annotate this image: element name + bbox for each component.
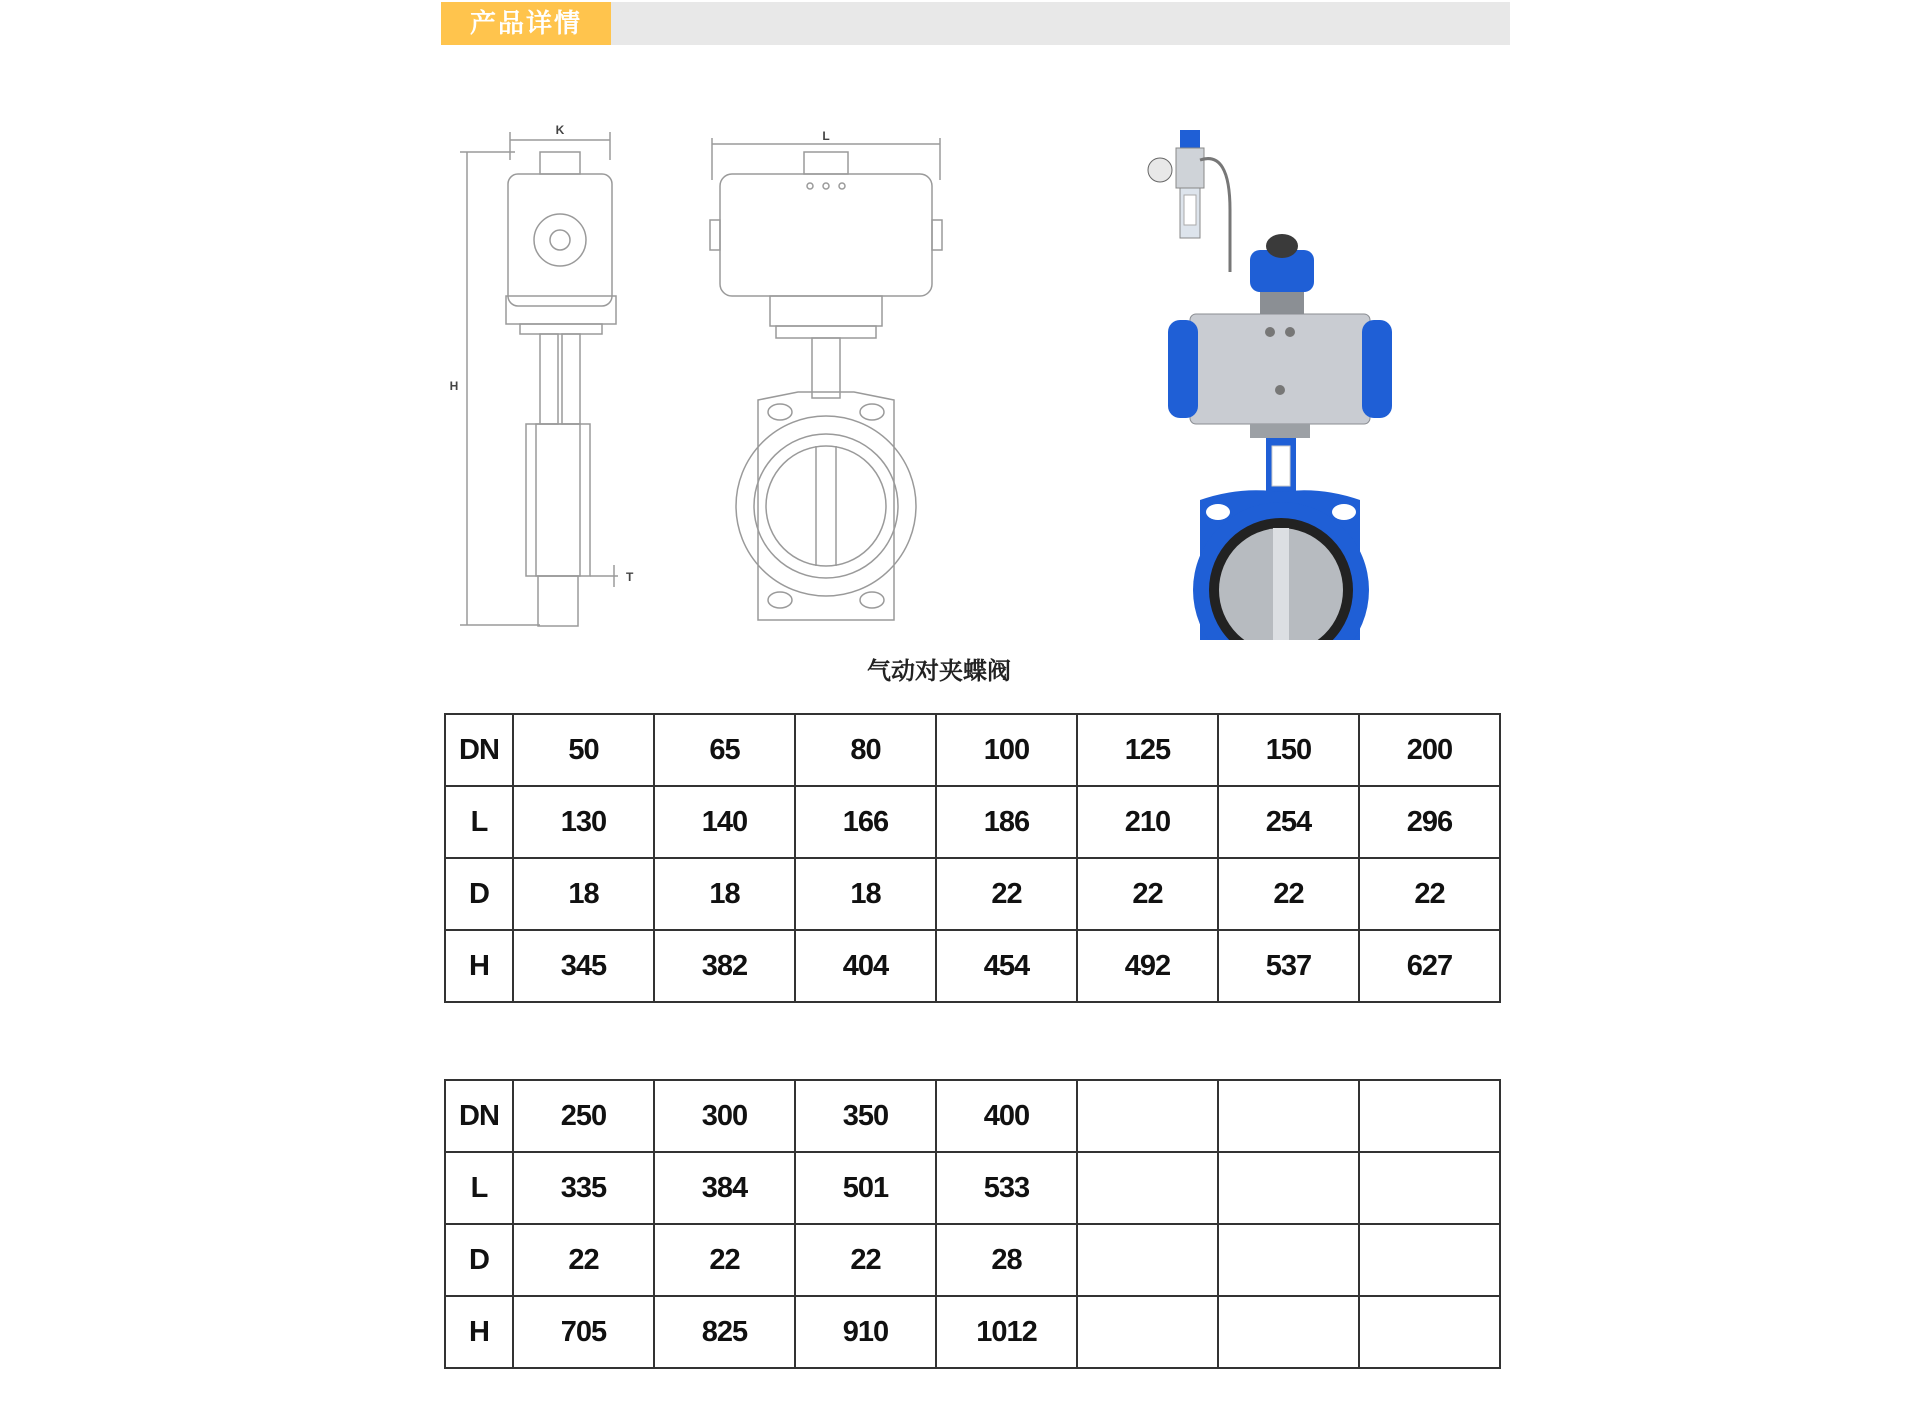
table-cell: 18 [795, 858, 936, 930]
valve-photo [1148, 130, 1392, 640]
table-cell: D [445, 858, 513, 930]
table-cell: H [445, 930, 513, 1002]
table-cell: 22 [513, 1224, 654, 1296]
table-cell: 22 [1359, 858, 1500, 930]
filter-regulator [1176, 148, 1204, 188]
table-cell: 350 [795, 1080, 936, 1152]
table-cell [1359, 1152, 1500, 1224]
pressure-gauge-icon [1148, 158, 1172, 182]
table-cell: 345 [513, 930, 654, 1002]
dimension-table-2 [444, 1079, 1501, 1369]
section-header-bar [441, 2, 1510, 45]
table-cell [1218, 1152, 1359, 1224]
table-cell: 200 [1359, 714, 1500, 786]
table-row [445, 930, 1500, 1002]
table-cell [1077, 1224, 1218, 1296]
table-cell [1077, 1296, 1218, 1368]
table-cell: 404 [795, 930, 936, 1002]
front-view-drawing [710, 138, 942, 620]
dimension-label-l: L [822, 129, 830, 143]
table-cell: 100 [936, 714, 1077, 786]
table-cell: 18 [654, 858, 795, 930]
table-cell: 22 [795, 1224, 936, 1296]
table-cell: 150 [1218, 714, 1359, 786]
table-cell: 130 [513, 786, 654, 858]
table-cell: 825 [654, 1296, 795, 1368]
table-row [445, 1224, 1500, 1296]
side-view-drawing [460, 132, 618, 626]
table-cell: 22 [1218, 858, 1359, 930]
dimension-table-1 [444, 713, 1501, 1003]
table-cell: 254 [1218, 786, 1359, 858]
table-cell: 125 [1077, 714, 1218, 786]
table-cell [1077, 1152, 1218, 1224]
table-cell: L [445, 1152, 513, 1224]
table-cell: 705 [513, 1296, 654, 1368]
dimension-label-t: T [626, 570, 634, 584]
table-cell: 28 [936, 1224, 1077, 1296]
table-cell: 50 [513, 714, 654, 786]
table-cell: 501 [795, 1152, 936, 1224]
table-cell: 384 [654, 1152, 795, 1224]
table-cell: H [445, 1296, 513, 1368]
table-cell: 65 [654, 714, 795, 786]
table-cell: DN [445, 1080, 513, 1152]
figure-caption: 气动对夹蝶阀 [867, 658, 1011, 685]
table-cell: 627 [1359, 930, 1500, 1002]
table-cell: 166 [795, 786, 936, 858]
table-cell: 296 [1359, 786, 1500, 858]
table-cell: 250 [513, 1080, 654, 1152]
table-cell: 22 [1077, 858, 1218, 930]
table-cell: 335 [513, 1152, 654, 1224]
table-cell: 454 [936, 930, 1077, 1002]
table-row [445, 714, 1500, 786]
table-cell [1359, 1224, 1500, 1296]
table-cell: 1012 [936, 1296, 1077, 1368]
table-cell: D [445, 1224, 513, 1296]
pneumatic-actuator [1190, 314, 1370, 424]
valve-drawings [440, 100, 1520, 640]
table-cell: DN [445, 714, 513, 786]
dimension-label-h: H [449, 379, 459, 393]
table-row [445, 858, 1500, 930]
table-cell: 80 [795, 714, 936, 786]
table-row [445, 1080, 1500, 1152]
table-cell: 210 [1077, 786, 1218, 858]
table-cell: 533 [936, 1152, 1077, 1224]
valve-figure [440, 100, 1520, 640]
table-cell [1218, 1224, 1359, 1296]
table-cell: 492 [1077, 930, 1218, 1002]
table-cell [1218, 1296, 1359, 1368]
table-cell: 186 [936, 786, 1077, 858]
table-cell: L [445, 786, 513, 858]
table-row [445, 1296, 1500, 1368]
table-cell: 537 [1218, 930, 1359, 1002]
table-cell: 22 [936, 858, 1077, 930]
table-cell [1359, 1080, 1500, 1152]
table-cell: 400 [936, 1080, 1077, 1152]
table-cell [1359, 1296, 1500, 1368]
table-row [445, 1152, 1500, 1224]
section-tab-product-details[interactable]: 产品详情 [441, 2, 611, 45]
table-cell: 300 [654, 1080, 795, 1152]
table-cell: 22 [654, 1224, 795, 1296]
table-cell [1077, 1080, 1218, 1152]
table-cell: 140 [654, 786, 795, 858]
dimension-label-k: K [555, 123, 565, 137]
position-indicator [1266, 234, 1298, 258]
table-cell: 18 [513, 858, 654, 930]
regulator-knob [1180, 130, 1200, 148]
table-cell: 910 [795, 1296, 936, 1368]
table-row [445, 786, 1500, 858]
table-cell [1218, 1080, 1359, 1152]
table-cell: 382 [654, 930, 795, 1002]
